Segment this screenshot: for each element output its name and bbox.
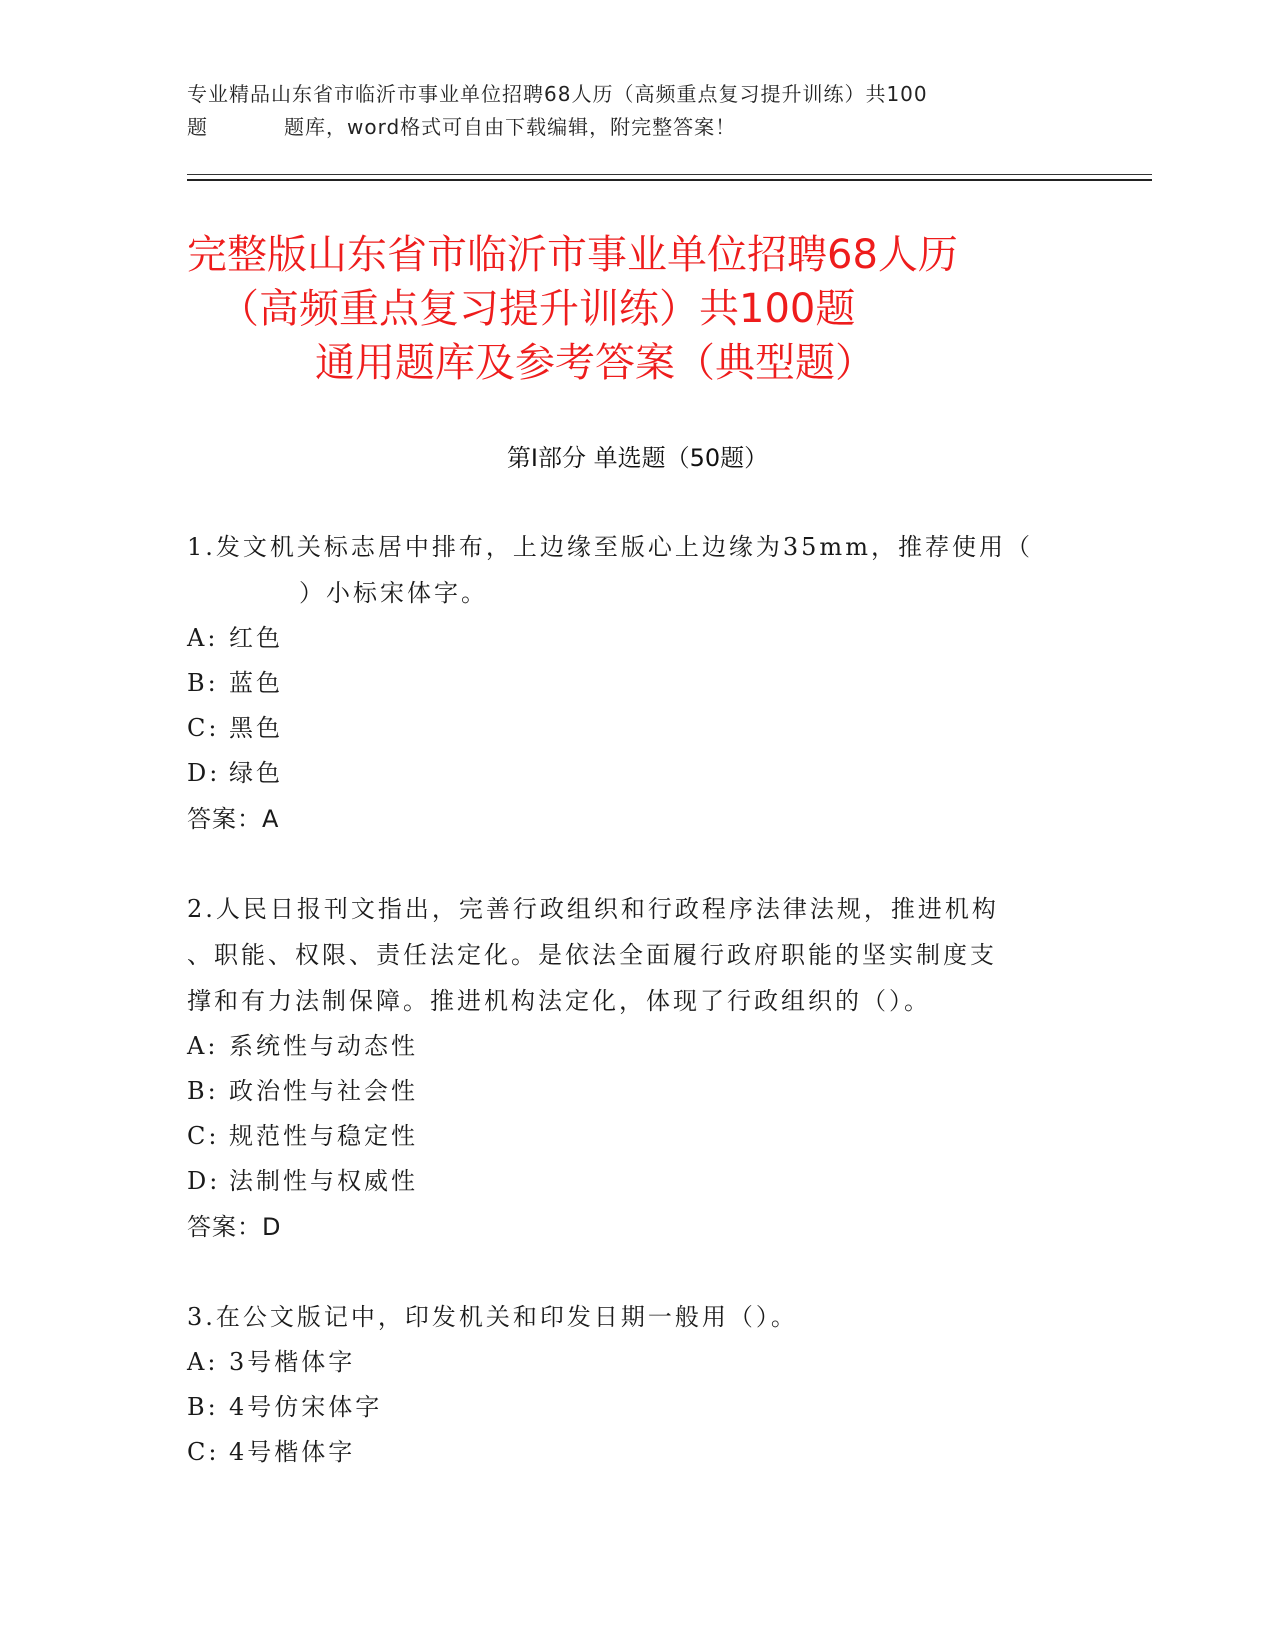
option-a	[187, 1024, 1067, 1069]
option-b	[187, 1385, 1067, 1430]
header-divider-thick	[187, 179, 1152, 181]
question-3	[187, 1294, 1067, 1475]
answer-line: 答案：A	[187, 805, 280, 833]
question-stem-line: 、职能、权限、责任法定化。是依法全面履行政府职能的坚实制度支	[187, 941, 997, 969]
question-stem	[187, 1294, 1067, 1340]
question-list	[187, 524, 1067, 1475]
section-heading: 第Ⅰ部分 单选题（50题）	[506, 444, 769, 472]
option-a	[187, 1340, 1067, 1385]
option-letter: C:	[187, 1122, 220, 1150]
title-line-2: （高频重点复习提升训练）共100题	[219, 286, 856, 332]
option-text: 4号楷体字	[229, 1438, 356, 1466]
option-text: 政治性与社会性	[229, 1077, 418, 1105]
option-c	[187, 1430, 1067, 1475]
option-d	[187, 1159, 1067, 1204]
answer-line: 答案：D	[187, 1213, 282, 1241]
option-d	[187, 751, 1067, 796]
option-letter: A:	[187, 1032, 219, 1060]
option-text: 规范性与稳定性	[229, 1122, 418, 1150]
header-line-2	[187, 111, 1067, 144]
option-letter: B:	[187, 1393, 219, 1421]
option-text: 4号仿宋体字	[229, 1393, 383, 1421]
option-c	[187, 706, 1067, 751]
option-letter: C:	[187, 714, 220, 742]
option-text: 法制性与权威性	[229, 1167, 418, 1195]
option-text: 3号楷体字	[229, 1348, 356, 1376]
option-text: 绿色	[229, 759, 283, 787]
option-a	[187, 616, 1067, 661]
option-text: 蓝色	[229, 669, 283, 697]
option-text: 黑色	[229, 714, 283, 742]
header-divider-thin	[187, 174, 1152, 175]
option-letter: C:	[187, 1438, 220, 1466]
question-stem	[187, 886, 1067, 1024]
option-letter: A:	[187, 1348, 219, 1376]
question-stem-line: 2.人民日报刊文指出，完善行政组织和行政程序法律法规，推进机构	[187, 895, 999, 923]
option-b	[187, 1069, 1067, 1114]
option-b	[187, 661, 1067, 706]
title-line-1: 完整版山东省市临沂市事业单位招聘68人历	[187, 232, 958, 278]
header-line-1: 专业精品山东省市临沂市事业单位招聘68人历（高频重点复习提升训练）共100	[187, 82, 928, 106]
question-2	[187, 886, 1067, 1250]
option-c	[187, 1114, 1067, 1159]
question-stem-line: 3.在公文版记中，印发机关和印发日期一般用（）。	[187, 1303, 798, 1331]
option-letter: D:	[187, 759, 221, 787]
option-letter: B:	[187, 1077, 219, 1105]
option-text: 红色	[229, 624, 283, 652]
question-stem-line: 1.发文机关标志居中排布，上边缘至版心上边缘为35mm，推荐使用（	[187, 533, 1033, 561]
document-title	[187, 228, 1087, 390]
option-letter: B:	[187, 669, 219, 697]
header-line-2-right: 题库，word格式可自由下载编辑，附完整答案！	[284, 115, 737, 139]
page-header	[187, 78, 1067, 144]
option-letter: A:	[187, 624, 219, 652]
option-letter: D:	[187, 1167, 221, 1195]
question-1	[187, 524, 1067, 842]
title-line-3: 通用题库及参考答案（典型题）	[315, 340, 875, 386]
question-stem-line: ）小标宋体字。	[299, 579, 488, 607]
question-stem	[187, 524, 1067, 616]
option-text: 系统性与动态性	[229, 1032, 418, 1060]
header-line-2-left: 题	[187, 115, 208, 139]
question-stem-line: 撑和有力法制保障。推进机构法定化，体现了行政组织的（）。	[187, 987, 931, 1015]
